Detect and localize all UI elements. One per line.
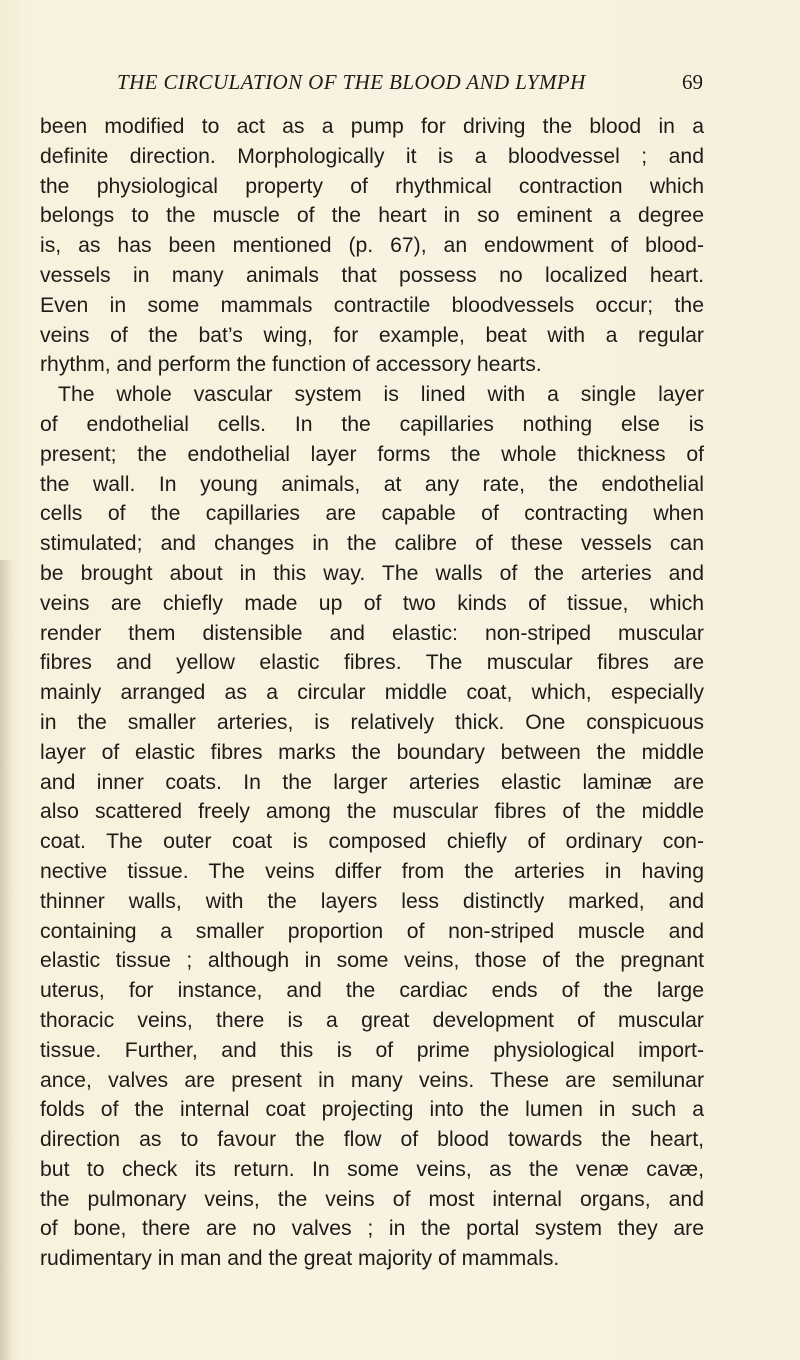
text-line: coat. The outer coat is composed chiefly of ordinary con- <box>40 830 704 854</box>
paragraph <box>40 380 704 1274</box>
text-line: rudimentary in man and the great majority of mammals. <box>40 1247 560 1271</box>
text-line: been modified to act as a pump for driving the blood in a <box>40 115 704 138</box>
text-line: Even in some mammals contractile bloodvessels occur; the <box>40 293 704 317</box>
text-line: mainly arranged as a circular middle coat, which, especially <box>40 681 704 705</box>
text-line: vessels in many animals that possess no localized heart. <box>40 263 704 287</box>
text-line: The whole vascular system is lined with a single layer <box>58 383 704 407</box>
text-line: and inner coats. In the larger arteries elastic laminæ are <box>40 770 704 794</box>
text-line: ance, valves are present in many veins. These are semilunar <box>40 1068 704 1092</box>
text-line: the physiological property of rhythmical contraction which <box>40 174 704 198</box>
text-line: be brought about in this way. The walls of the arteries and <box>40 561 704 585</box>
text-line: also scattered freely among the muscular fibres of the middle <box>40 800 704 824</box>
text-line: belongs to the muscle of the heart in so eminent a degree <box>40 204 704 228</box>
body-text <box>40 112 704 1274</box>
text-line: thoracic veins, there is a great development of muscular <box>40 1008 704 1032</box>
text-line: containing a smaller proportion of non-striped muscle and <box>40 919 704 943</box>
text-line: present; the endothelial layer forms the whole thickness of <box>40 442 704 466</box>
text-line: in the smaller arteries, is relatively thick. One conspicuous <box>40 710 704 734</box>
text-line: thinner walls, with the layers less distinctly marked, and <box>40 889 704 913</box>
text-line: but to check its return. In some veins, as the venæ cavæ, <box>40 1157 704 1181</box>
text-line: elastic tissue ; although in some veins, those of the pregnant <box>40 949 704 973</box>
text-line: rhythm, and perform the function of accessory hearts. <box>40 353 542 377</box>
text-line: stimulated; and changes in the calibre of these vessels can <box>40 532 704 556</box>
text-line: nective tissue. The veins differ from the arteries in having <box>40 859 704 883</box>
text-line: render them distensible and elastic: non-striped muscular <box>40 621 704 645</box>
text-line: definite direction. Morphologically it is a bloodvessel ; and <box>40 144 704 168</box>
text-line: uterus, for instance, and the cardiac ends of the large <box>40 979 704 1003</box>
paragraph <box>40 112 704 380</box>
text-line: cells of the capillaries are capable of contracting when <box>40 502 704 526</box>
text-line: the wall. In young animals, at any rate, the endothelial <box>40 472 704 496</box>
running-header <box>117 70 703 106</box>
text-line: folds of the internal coat projecting into the lumen in such a <box>40 1098 704 1122</box>
gutter-shadow <box>0 560 14 1360</box>
text-line: is, as has been mentioned (p. 67), an endowment of blood- <box>40 234 704 258</box>
text-line: direction as to favour the flow of blood towards the heart, <box>40 1128 704 1152</box>
text-line: veins are chiefly made up of two kinds of tissue, which <box>40 591 704 615</box>
text-line: tissue. Further, and this is of prime physiological import- <box>40 1038 704 1062</box>
text-line: veins of the bat’s wing, for example, beat with a regular <box>40 323 704 347</box>
text-line: of endothelial cells. In the capillaries nothing else is <box>40 412 704 436</box>
text-line: of bone, there are no valves ; in the portal system they are <box>40 1217 704 1241</box>
text-line: fibres and yellow elastic fibres. The muscular fibres are <box>40 651 704 675</box>
page-number: 69 <box>682 70 703 94</box>
text-line: layer of elastic fibres marks the boundary between the middle <box>40 740 704 764</box>
running-title: THE CIRCULATION OF THE BLOOD AND LYMPH <box>117 70 586 94</box>
text-line: the pulmonary veins, the veins of most internal organs, and <box>40 1187 704 1211</box>
